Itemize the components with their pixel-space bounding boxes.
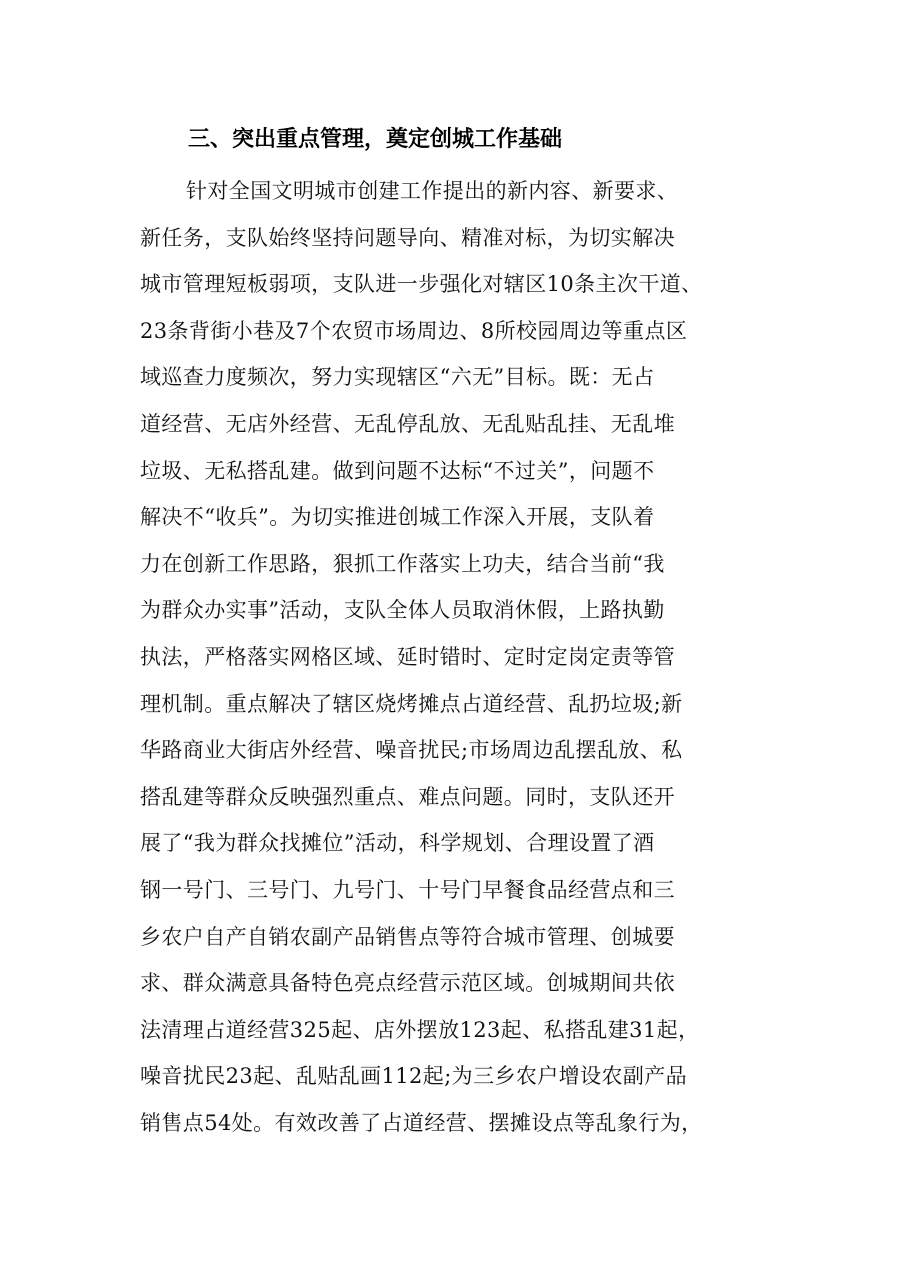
paragraph-line: 搭乱建等群众反映强烈重点、难点问题。同时，支队还开 [140,784,675,809]
paragraph-line: 执法，严格落实网格区域、延时错时、定时定岗定责等管 [140,644,675,669]
paragraph-line: 垃圾、无私搭乱建。做到问题不达标“不过关”，问题不 [140,458,655,483]
paragraph-line: 城市管理短板弱项，支队进一步强化对辖区10条主次干道、 [140,272,703,297]
paragraph-line: 华路商业大街店外经营、噪音扰民;市场周边乱摆乱放、私 [140,738,683,763]
paragraph-line: 新任务，支队始终坚持问题导向、精准对标，为切实解决 [140,225,675,250]
body-paragraph [140,168,780,1146]
paragraph-line: 噪音扰民23起、乱贴乱画112起;为三乡农户增设农副产品 [140,1064,688,1089]
paragraph-line: 钢一号门、三号门、九号门、十号门早餐食品经营点和三 [140,877,675,902]
paragraph-line: 法清理占道经营325起、店外摆放123起、私搭乱建31起， [140,1017,700,1042]
paragraph-line: 23条背街小巷及7个农贸市场周边、8所校园周边等重点区 [140,318,688,343]
paragraph-line: 针对全国文明城市创建工作提出的新内容、新要求、 [186,179,679,203]
paragraph-line: 销售点54处。有效改善了占道经营、摆摊设点等乱象行为， [140,1110,703,1135]
paragraph-line: 展了“我为群众找摊位”活动，科学规划、合理设置了酒 [140,831,655,856]
paragraph-line: 理机制。重点解决了辖区烧烤摊点占道经营、乱扔垃圾;新 [140,691,683,716]
paragraph-line: 乡农户自产自销农副产品销售点等符合城市管理、创城要 [140,924,675,949]
paragraph-line: 力在创新工作思路，狠抓工作落实上功夫，结合当前“我 [140,551,665,576]
paragraph-line: 道经营、无店外经营、无乱停乱放、无乱贴乱挂、无乱堆 [140,411,675,436]
paragraph-line: 解决不“收兵”。为切实推进创城工作深入开展，支队着 [140,505,655,530]
paragraph-line: 求、群众满意具备特色亮点经营示范区域。创城期间共依 [140,971,675,996]
section-heading: 三、突出重点管理，奠定创城工作基础 [188,127,563,152]
paragraph-line: 域巡查力度频次，努力实现辖区“六无”目标。既：无占 [140,365,655,390]
paragraph-line: 为群众办实事”活动，支队全体人员取消休假，上路执勤 [140,598,665,623]
